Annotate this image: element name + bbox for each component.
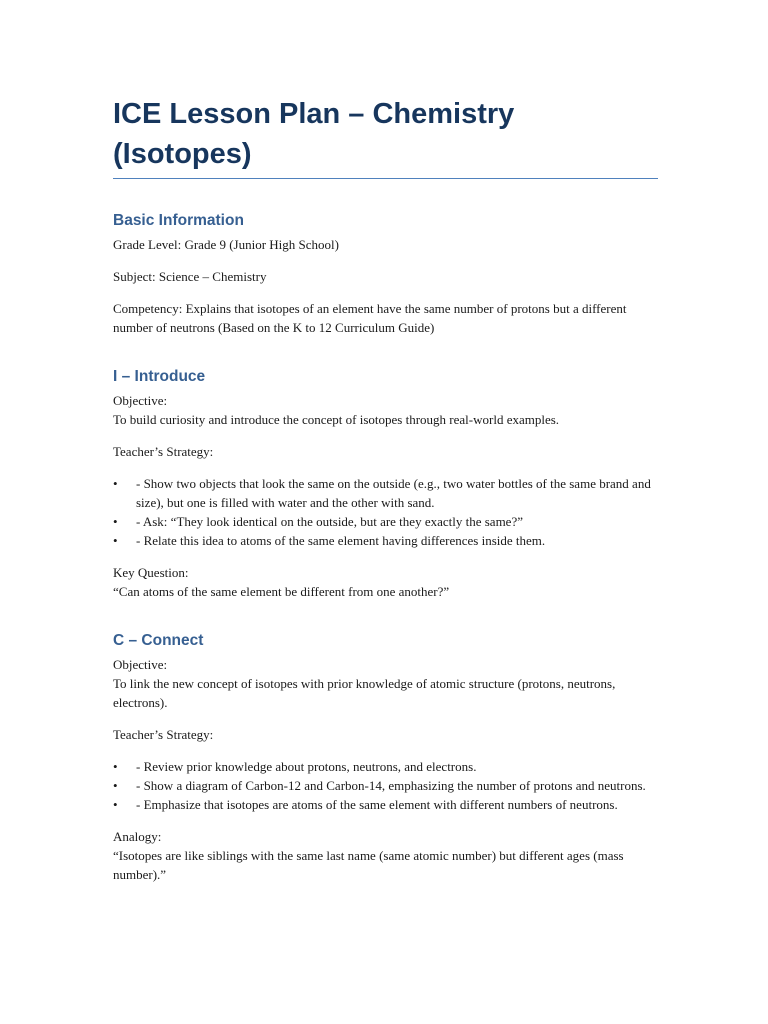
list-item-text: - Relate this idea to atoms of the same element having differences inside them.	[136, 533, 546, 548]
list-item	[113, 776, 658, 795]
bullet-icon: •	[113, 476, 118, 491]
list-item	[113, 757, 658, 776]
list-item	[113, 531, 658, 550]
list-item-text: - Emphasize that isotopes are atoms of the same element with different numbers of neutrons.	[136, 797, 618, 812]
basic-information-heading: Basic Information	[113, 212, 244, 229]
introduce-objective-label: Objective:	[113, 393, 168, 408]
list-item-text: - Review prior knowledge about protons, neutrons, and electrons.	[136, 759, 477, 774]
connect-strategy-list	[113, 757, 658, 814]
bullet-icon: •	[113, 533, 118, 548]
bullet-icon: •	[113, 797, 118, 812]
document-title: ICE Lesson Plan – Chemistry (Isotopes)	[113, 94, 658, 179]
connect-strategy-label: Teacher’s Strategy:	[113, 727, 214, 742]
introduce-objective-text: To build curiosity and introduce the concept of isotopes through real-world examples.	[113, 412, 560, 427]
introduce-heading: I – Introduce	[113, 368, 206, 385]
connect-objective-label: Objective:	[113, 657, 168, 672]
introduce-strategy-list	[113, 474, 658, 550]
list-item	[113, 512, 658, 531]
connect-objective-text: To link the new concept of isotopes with prior knowledge of atomic structure (protons, neutrons, electrons).	[113, 676, 616, 710]
list-item-text: - Show two objects that look the same on the outside (e.g., two water bottles of the same brand and size), but one is filled with water and the other with sand.	[136, 476, 651, 510]
document-body	[113, 94, 658, 884]
introduce-strategy-label: Teacher’s Strategy:	[113, 444, 214, 459]
key-question-text: “Can atoms of the same element be different from one another?”	[113, 584, 450, 599]
key-question-label: Key Question:	[113, 565, 189, 580]
list-item-text: - Show a diagram of Carbon-12 and Carbon-14, emphasizing the number of protons and neutrons.	[136, 778, 646, 793]
list-item-text: - Ask: “They look identical on the outside, but are they exactly the same?”	[136, 514, 523, 529]
connect-heading: C – Connect	[113, 632, 204, 649]
bullet-icon: •	[113, 778, 118, 793]
subject-text: Subject: Science – Chemistry	[113, 269, 267, 284]
bullet-icon: •	[113, 514, 118, 529]
analogy-text: “Isotopes are like siblings with the same last name (same atomic number) but different ages (mass number).”	[113, 848, 624, 882]
grade-level-text: Grade Level: Grade 9 (Junior High School)	[113, 237, 339, 252]
list-item	[113, 474, 658, 512]
competency-text: Competency: Explains that isotopes of an element have the same number of protons but a different number of neutrons (Based on the K to 12 Curriculum Guide)	[113, 301, 627, 335]
analogy-label: Analogy:	[113, 829, 162, 844]
bullet-icon: •	[113, 759, 118, 774]
list-item	[113, 795, 658, 814]
